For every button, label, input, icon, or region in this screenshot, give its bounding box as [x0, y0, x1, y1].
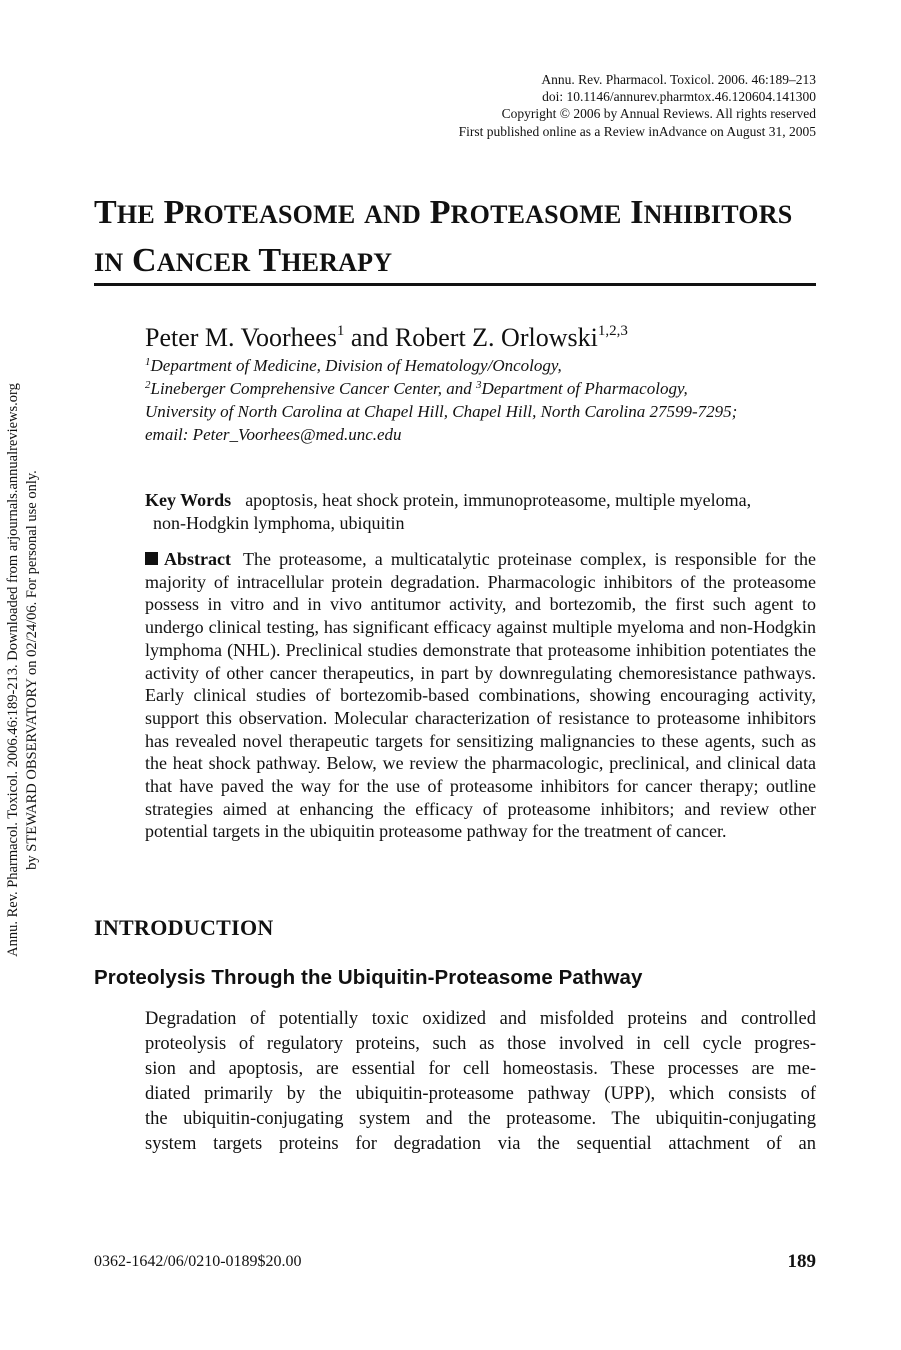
keywords-line-1: apoptosis, heat shock protein, immunoproteasome, multiple myeloma, — [245, 490, 752, 510]
affiliation-1-text: Department of Medicine, Division of Hematology/Oncology, — [150, 356, 562, 375]
download-notice-line2: by STEWARD OBSERVATORY on 02/24/06. For personal use only. — [24, 470, 40, 870]
affiliations — [145, 354, 825, 446]
affiliation-2-marker: 2 — [145, 379, 151, 391]
page-number: 189 — [787, 1251, 816, 1272]
body-line: Degradation of potentially toxic oxidized and misfolded proteins and controlled — [145, 1009, 816, 1029]
abstract — [145, 548, 816, 843]
citation: Annu. Rev. Pharmacol. Toxicol. 2006. 46:189–213 — [541, 72, 816, 87]
body-line: the ubiquitin-conjugating system and the proteasome. The ubiquitin-conjugating — [145, 1109, 816, 1129]
affiliation-3-text: Department of Pharmacology, — [481, 379, 688, 398]
download-notice — [4, 335, 42, 1005]
affiliation-3-marker: 3 — [475, 379, 482, 391]
author-2-affiliation: 1,2,3 — [597, 323, 628, 339]
affiliation-university: University of North Carolina at Chapel Hill, Chapel Hill, North Carolina 27599-7295; — [145, 402, 738, 421]
article-code: 0362-1642/06/0210-0189$20.00 — [94, 1253, 302, 1270]
title-line-2 — [94, 238, 834, 286]
doi: doi: 10.1146/annurev.pharmtox.46.120604.141300 — [542, 89, 816, 105]
body-line: sion and apoptosis, are essential for cell homeostasis. These processes are me- — [145, 1059, 816, 1079]
abstract-label: Abstract — [164, 549, 231, 569]
affiliation-2 — [145, 377, 825, 400]
square-bullet-icon — [145, 552, 158, 565]
subsection-heading: Proteolysis Through the Ubiquitin-Proteasome Pathway — [94, 966, 643, 989]
author-email: email: Peter_Voorhees@med.unc.edu — [145, 425, 402, 444]
publication-date: First published online as a Review inAdvance on August 31, 2005 — [458, 123, 816, 139]
title-rule — [94, 283, 816, 286]
affiliation-1 — [145, 354, 825, 377]
download-notice-line1: Annu. Rev. Pharmacol. Toxicol. 2006.46:189-213. Downloaded from arjournals.annualreviews.org — [5, 383, 21, 957]
article-title — [94, 190, 834, 286]
affiliation-2-text: Lineberger Comprehensive Cancer Center, and — [150, 379, 476, 398]
author-1-affiliation: 1 — [336, 323, 345, 339]
introduction-body — [145, 1007, 816, 1157]
author-1: Peter M. Voorhees — [145, 323, 337, 352]
author-line — [145, 321, 628, 355]
section-heading-introduction: INTRODUCTION — [94, 915, 274, 940]
author-2: Robert Z. Orlowski — [394, 323, 598, 352]
body-line: proteolysis of regulatory proteins, such as those involved in cell cycle progres- — [145, 1034, 816, 1054]
affiliation-1-marker: 1 — [145, 356, 151, 368]
title-line-1 — [94, 190, 834, 238]
body-line: diated primarily by the ubiquitin-proteasome pathway (UPP), which consists of — [145, 1084, 816, 1104]
abstract-text: The proteasome, a multicatalytic proteinase complex, is responsible for the majority of intracellular protein degradation. Pharmacologic inhibitors of the proteasome possess in vitro and in vivo antitumor activity, and bortezomib, the first such agent to undergo clinical testing, has significant efficacy against multiple myeloma and non-Hodgkin lymphoma (NHL). Preclinical studies demonstrate that proteasome inhibition potentiates the activity of other cancer therapeutics, in part by downregulating chemoresistance pathways. Early clinical studies of bortezomib-based combinations, showing encouraging activity, support this observation. Molecular characterization of resistance to proteasome inhibitors has revealed novel therapeutic targets for sensitizing malignancies to these agents, such as the heat shock pathway. Below, we review the pharmacologic, preclinical, and clinical data that have paved the way for the use of proteasome inhibitors for cancer therapy; outline strategies aimed at enhancing the efficacy of proteasome inhibitors; and review other potential targets in the ubiquitin proteasome pathway for the treatment of cancer. — [145, 549, 816, 842]
copyright: Copyright © 2006 by Annual Reviews. All rights reserved — [501, 106, 816, 122]
keywords-label: Key Words — [145, 490, 232, 510]
keywords — [145, 489, 816, 535]
author-conjunction: and — [344, 323, 395, 352]
title-line-1-text: THE PROTEASOME AND PROTEASOME INHIBITORS — [94, 194, 793, 231]
title-line-2-text: IN CANCER THERAPY — [94, 242, 393, 279]
body-line: system targets proteins for degradation via the sequential attachment of an — [145, 1134, 816, 1154]
journal-header — [459, 71, 816, 140]
keywords-line-2: non-Hodgkin lymphoma, ubiquitin — [153, 513, 405, 533]
